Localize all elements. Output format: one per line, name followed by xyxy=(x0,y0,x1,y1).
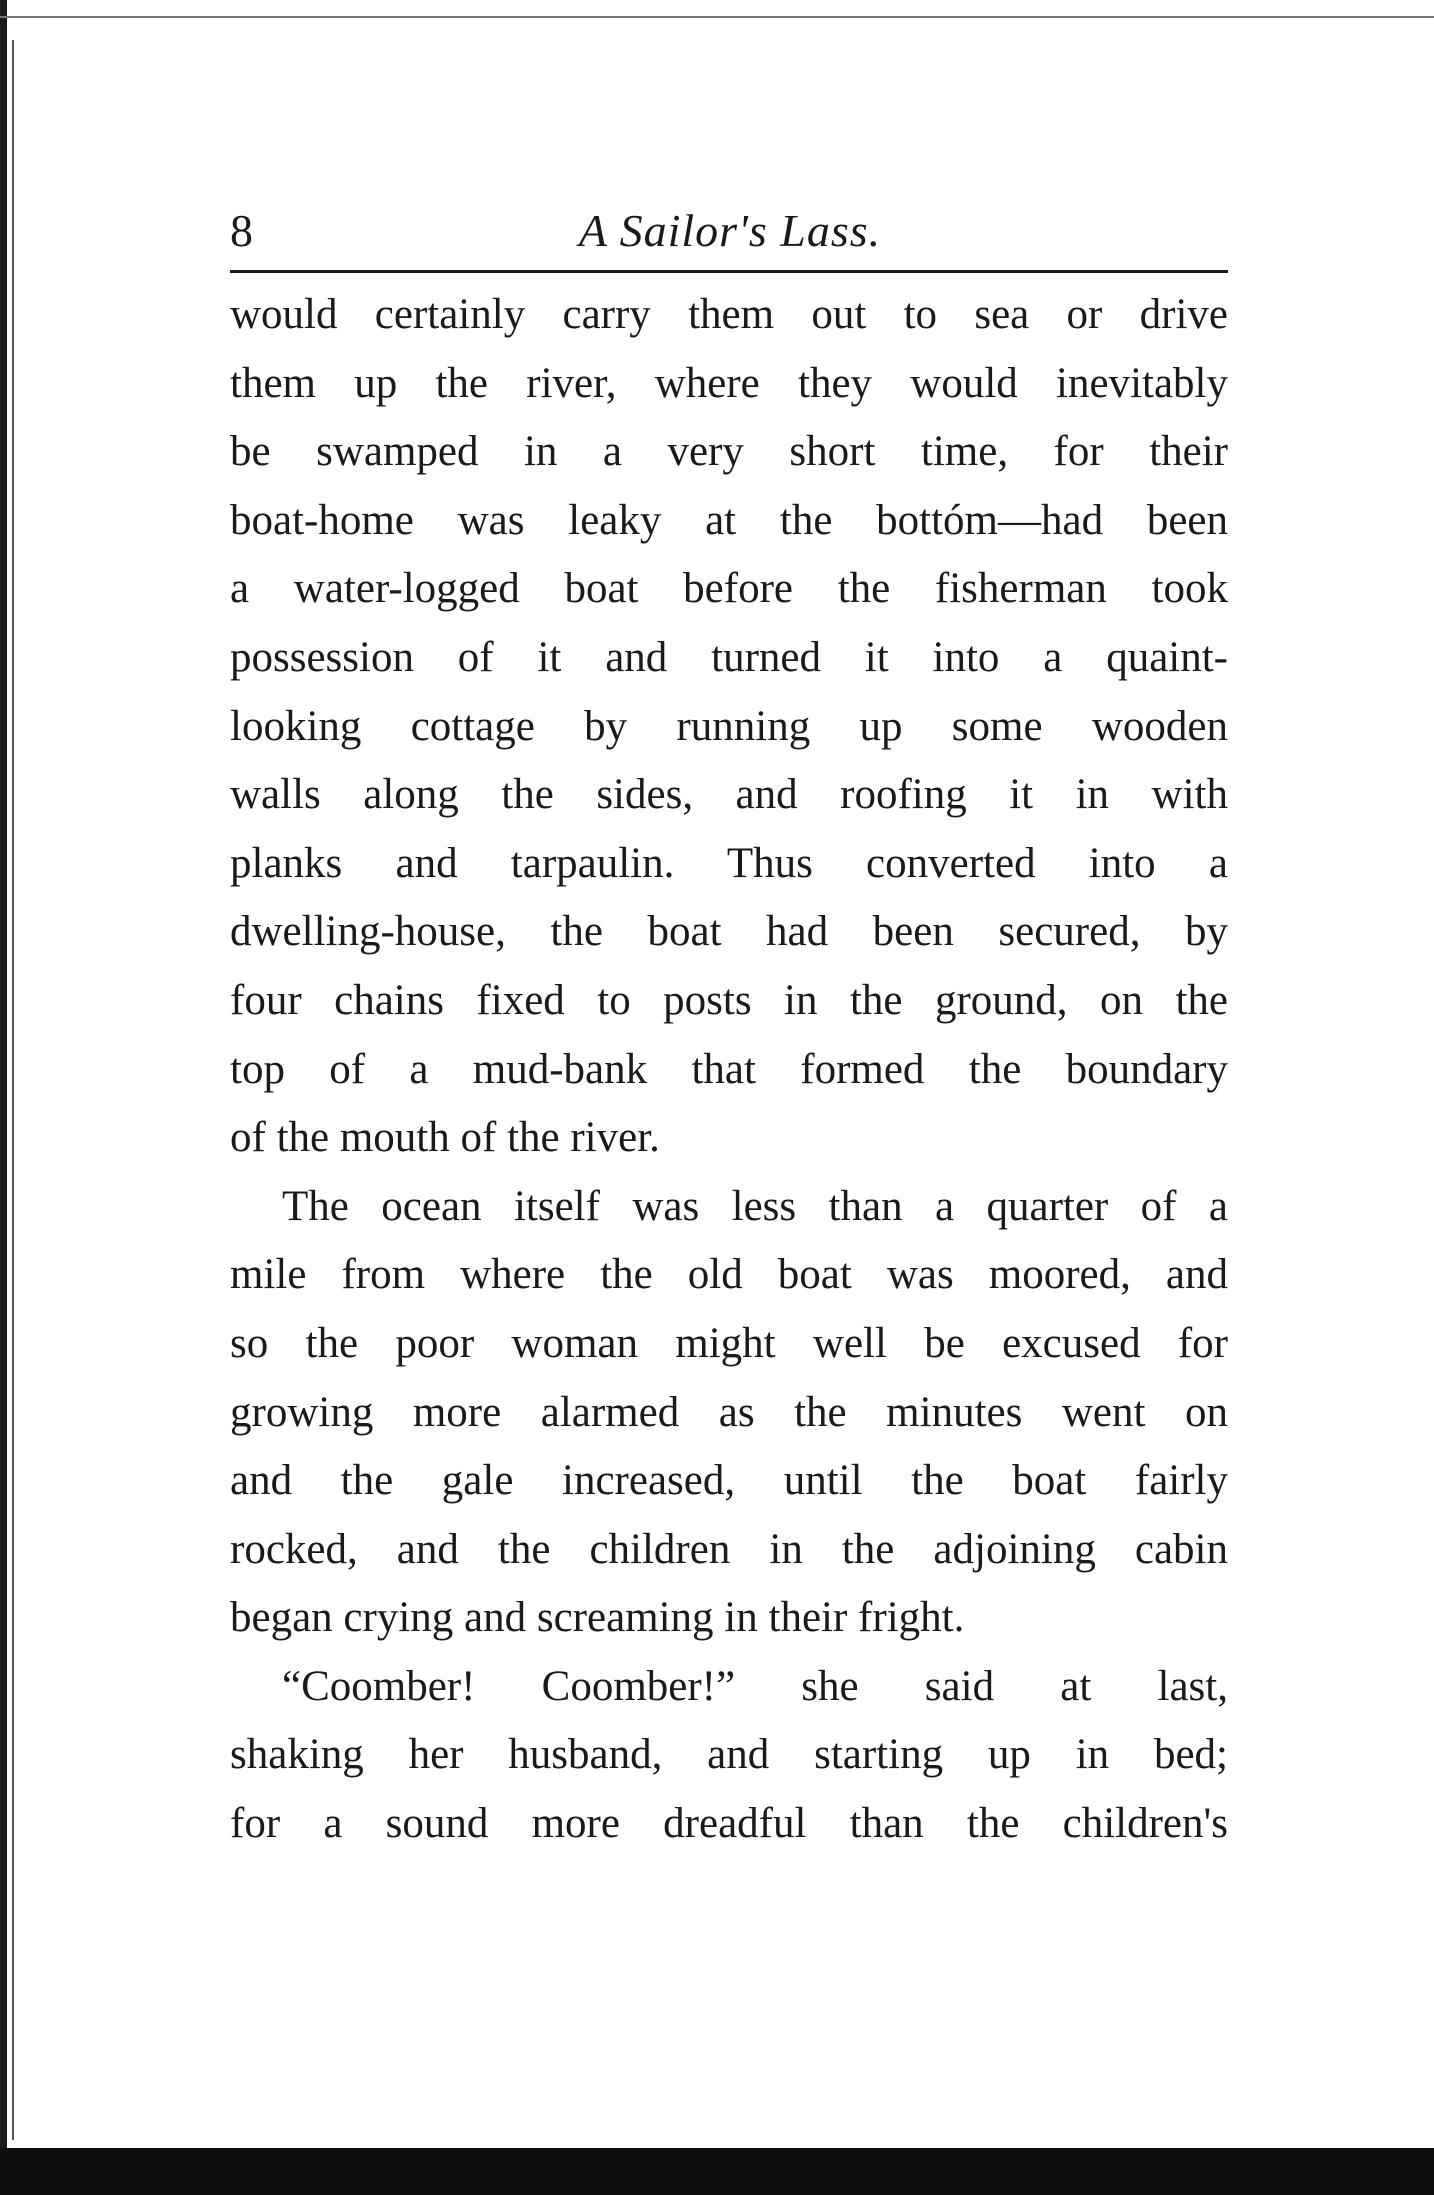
text-line: possession of it and turned it into a quaint- xyxy=(230,633,1228,681)
scan-border-left xyxy=(0,0,7,2150)
text-line: so the poor woman might well be excused for xyxy=(230,1319,1228,1367)
text-line: top of a mud-bank that formed the boundary xyxy=(230,1045,1228,1093)
book-page xyxy=(230,190,1230,1859)
text-line: began crying and screaming in their fright. xyxy=(230,1594,965,1642)
text-line: them up the river, where they would inevitably xyxy=(230,359,1228,407)
text-line: growing more alarmed as the minutes went on xyxy=(230,1388,1228,1436)
body-text xyxy=(230,281,1228,1859)
scan-border-bottom xyxy=(0,2148,1434,2195)
running-head xyxy=(230,190,1230,262)
text-line: planks and tarpaulin. Thus converted into a xyxy=(230,839,1228,887)
text-line: four chains fixed to posts in the ground, on the xyxy=(230,976,1228,1024)
text-line: rocked, and the children in the adjoining cabin xyxy=(230,1525,1228,1573)
scan-border-left-inner xyxy=(12,40,14,2140)
text-line: a water-logged boat before the fisherman took xyxy=(230,565,1228,613)
header-rule xyxy=(230,270,1228,273)
running-title: A Sailor's Lass. xyxy=(578,205,882,256)
text-line: for a sound more dreadful than the children's xyxy=(230,1800,1228,1848)
scan-border-top xyxy=(0,16,1434,18)
text-line: dwelling-house, the boat had been secured, by xyxy=(230,908,1228,956)
text-line: be swamped in a very short time, for their xyxy=(230,428,1228,476)
text-line: “Coomber! Coomber!” she said at last, xyxy=(282,1662,1228,1710)
text-line: The ocean itself was less than a quarter of a xyxy=(282,1182,1228,1230)
text-line: boat-home was leaky at the bottóm—had been xyxy=(230,496,1228,544)
text-line: walls along the sides, and roofing it in with xyxy=(230,771,1228,819)
text-line: of the mouth of the river. xyxy=(230,1114,660,1162)
text-line: shaking her husband, and starting up in bed; xyxy=(230,1731,1228,1779)
text-line: mile from where the old boat was moored, and xyxy=(230,1251,1228,1299)
text-line: and the gale increased, until the boat fairly xyxy=(230,1457,1228,1505)
page-number: 8 xyxy=(230,205,253,256)
text-line: looking cottage by running up some wooden xyxy=(230,702,1228,750)
text-line: would certainly carry them out to sea or drive xyxy=(230,291,1228,338)
